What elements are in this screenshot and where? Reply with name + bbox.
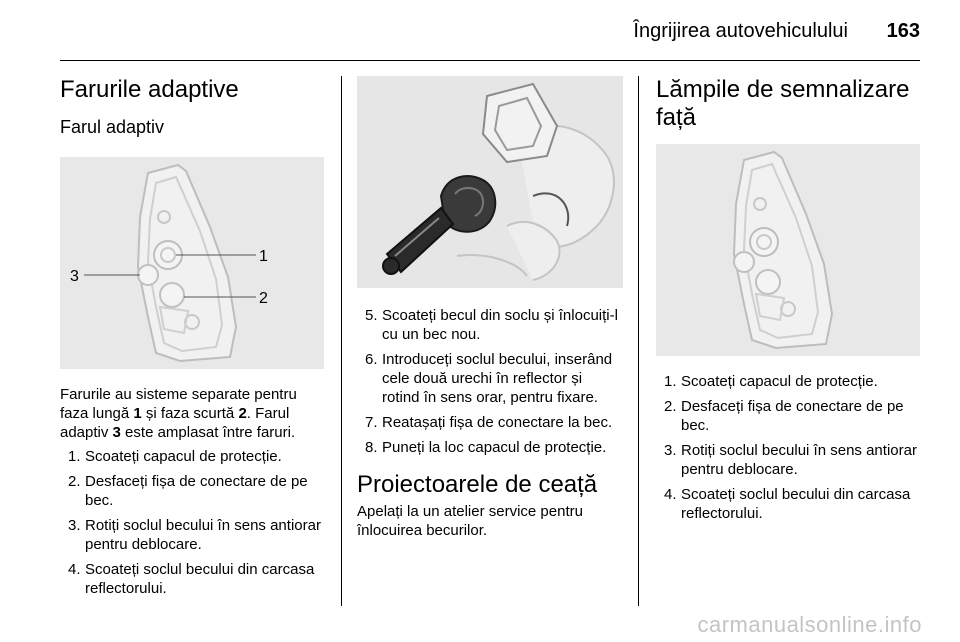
- step-number: 4.: [664, 486, 677, 503]
- list-item: [357, 438, 623, 457]
- page-header-title: Îngrijirea autovehiculului: [633, 20, 848, 42]
- figure-label-1: 1: [259, 248, 268, 265]
- section-title-front-turn-signals: Lămpile de semnalizare față: [656, 76, 910, 131]
- header-divider: [60, 60, 920, 61]
- column-divider-2: [638, 76, 639, 606]
- step-number: 6.: [365, 351, 378, 368]
- step-number: 1.: [68, 448, 81, 465]
- callout-number: 2: [238, 405, 247, 422]
- step-text: Scoateți becul din soclu și înlocuiți-l cu un bec nou.: [382, 307, 618, 343]
- list-item: [60, 516, 324, 554]
- list-item: [656, 441, 922, 479]
- adaptive-headlight-description: [60, 385, 324, 442]
- list-item: [357, 306, 623, 344]
- step-text: Rotiți soclul becului în sens antiorar pentru deblocare.: [85, 517, 321, 553]
- figure-label-3: 3: [70, 268, 79, 285]
- headlamp-rear-figure: [60, 157, 324, 369]
- column-divider-1: [341, 76, 342, 606]
- step-text: Rotiți soclul becului în sens antiorar pentru deblocare.: [681, 442, 917, 478]
- bulb-replacement-steps: [357, 306, 623, 457]
- column-2: [357, 76, 623, 540]
- step-text: Introduceți soclul becului, inserând cele două urechi în reflector și rotind în sens orar, pentru fixare.: [382, 351, 613, 406]
- figure-label-2: 2: [259, 290, 268, 307]
- step-number: 4.: [68, 561, 81, 578]
- paragraph-text: este amplasat între faruri.: [120, 424, 296, 441]
- list-item: [656, 397, 922, 435]
- headlamp-rear-illustration: [60, 157, 324, 369]
- adaptive-headlight-steps: [60, 447, 324, 598]
- step-text: Scoateți capacul de protecție.: [85, 448, 282, 465]
- section-title-adaptive-headlights: Farurile adaptive: [60, 76, 239, 103]
- list-item: [357, 413, 623, 432]
- step-text: Scoateți capacul de protecție.: [681, 373, 878, 390]
- paragraph-text: . Farul adaptiv: [60, 405, 290, 441]
- step-number: 2.: [68, 473, 81, 490]
- step-text: Puneți la loc capacul de protecție.: [382, 439, 607, 456]
- column-1: [60, 76, 324, 604]
- list-item: [60, 472, 324, 510]
- bulb-replacement-illustration: [357, 76, 623, 288]
- step-number: 2.: [664, 398, 677, 415]
- subsection-title-adaptive-headlight: Farul adaptiv: [60, 117, 165, 137]
- step-text: Desfaceți fișa de conectare de pe bec.: [85, 473, 308, 509]
- list-item: [656, 372, 922, 391]
- callout-number: 1: [133, 405, 142, 422]
- step-text: Reatașați fișa de conectare la bec.: [382, 414, 613, 431]
- fog-lights-description: Apelați la un atelier service pentru înlocuirea becurilor.: [357, 503, 583, 539]
- paragraph-text: Farurile au sisteme separate pentru faza lungă: [60, 386, 297, 422]
- section-title-fog-lights: Proiectoarele de ceață: [357, 471, 598, 498]
- turn-signal-figure: [656, 144, 920, 356]
- turn-signal-illustration: [656, 144, 920, 356]
- list-item: [656, 485, 922, 523]
- bulb-replacement-figure: [357, 76, 623, 288]
- step-number: 8.: [365, 439, 378, 456]
- step-text: Scoateți soclul becului din carcasa reflectorului.: [681, 486, 911, 522]
- list-item: [357, 350, 623, 407]
- step-text: Scoateți soclul becului din carcasa reflectorului.: [85, 561, 315, 597]
- list-item: [60, 560, 324, 598]
- step-number: 3.: [664, 442, 677, 459]
- paragraph-text: și faza scurtă: [141, 405, 239, 422]
- page-header: [0, 0, 960, 62]
- page-number: 163: [886, 20, 920, 42]
- step-text: Desfaceți fișa de conectare de pe bec.: [681, 398, 904, 434]
- step-number: 3.: [68, 517, 81, 534]
- step-number: 5.: [365, 307, 378, 324]
- turn-signal-steps: [656, 372, 922, 523]
- step-number: 1.: [664, 373, 677, 390]
- list-item: [60, 447, 324, 466]
- column-3: [656, 76, 922, 529]
- callout-number: 3: [112, 424, 121, 441]
- watermark: carmanualsonline.info: [697, 612, 922, 637]
- step-number: 7.: [365, 414, 378, 431]
